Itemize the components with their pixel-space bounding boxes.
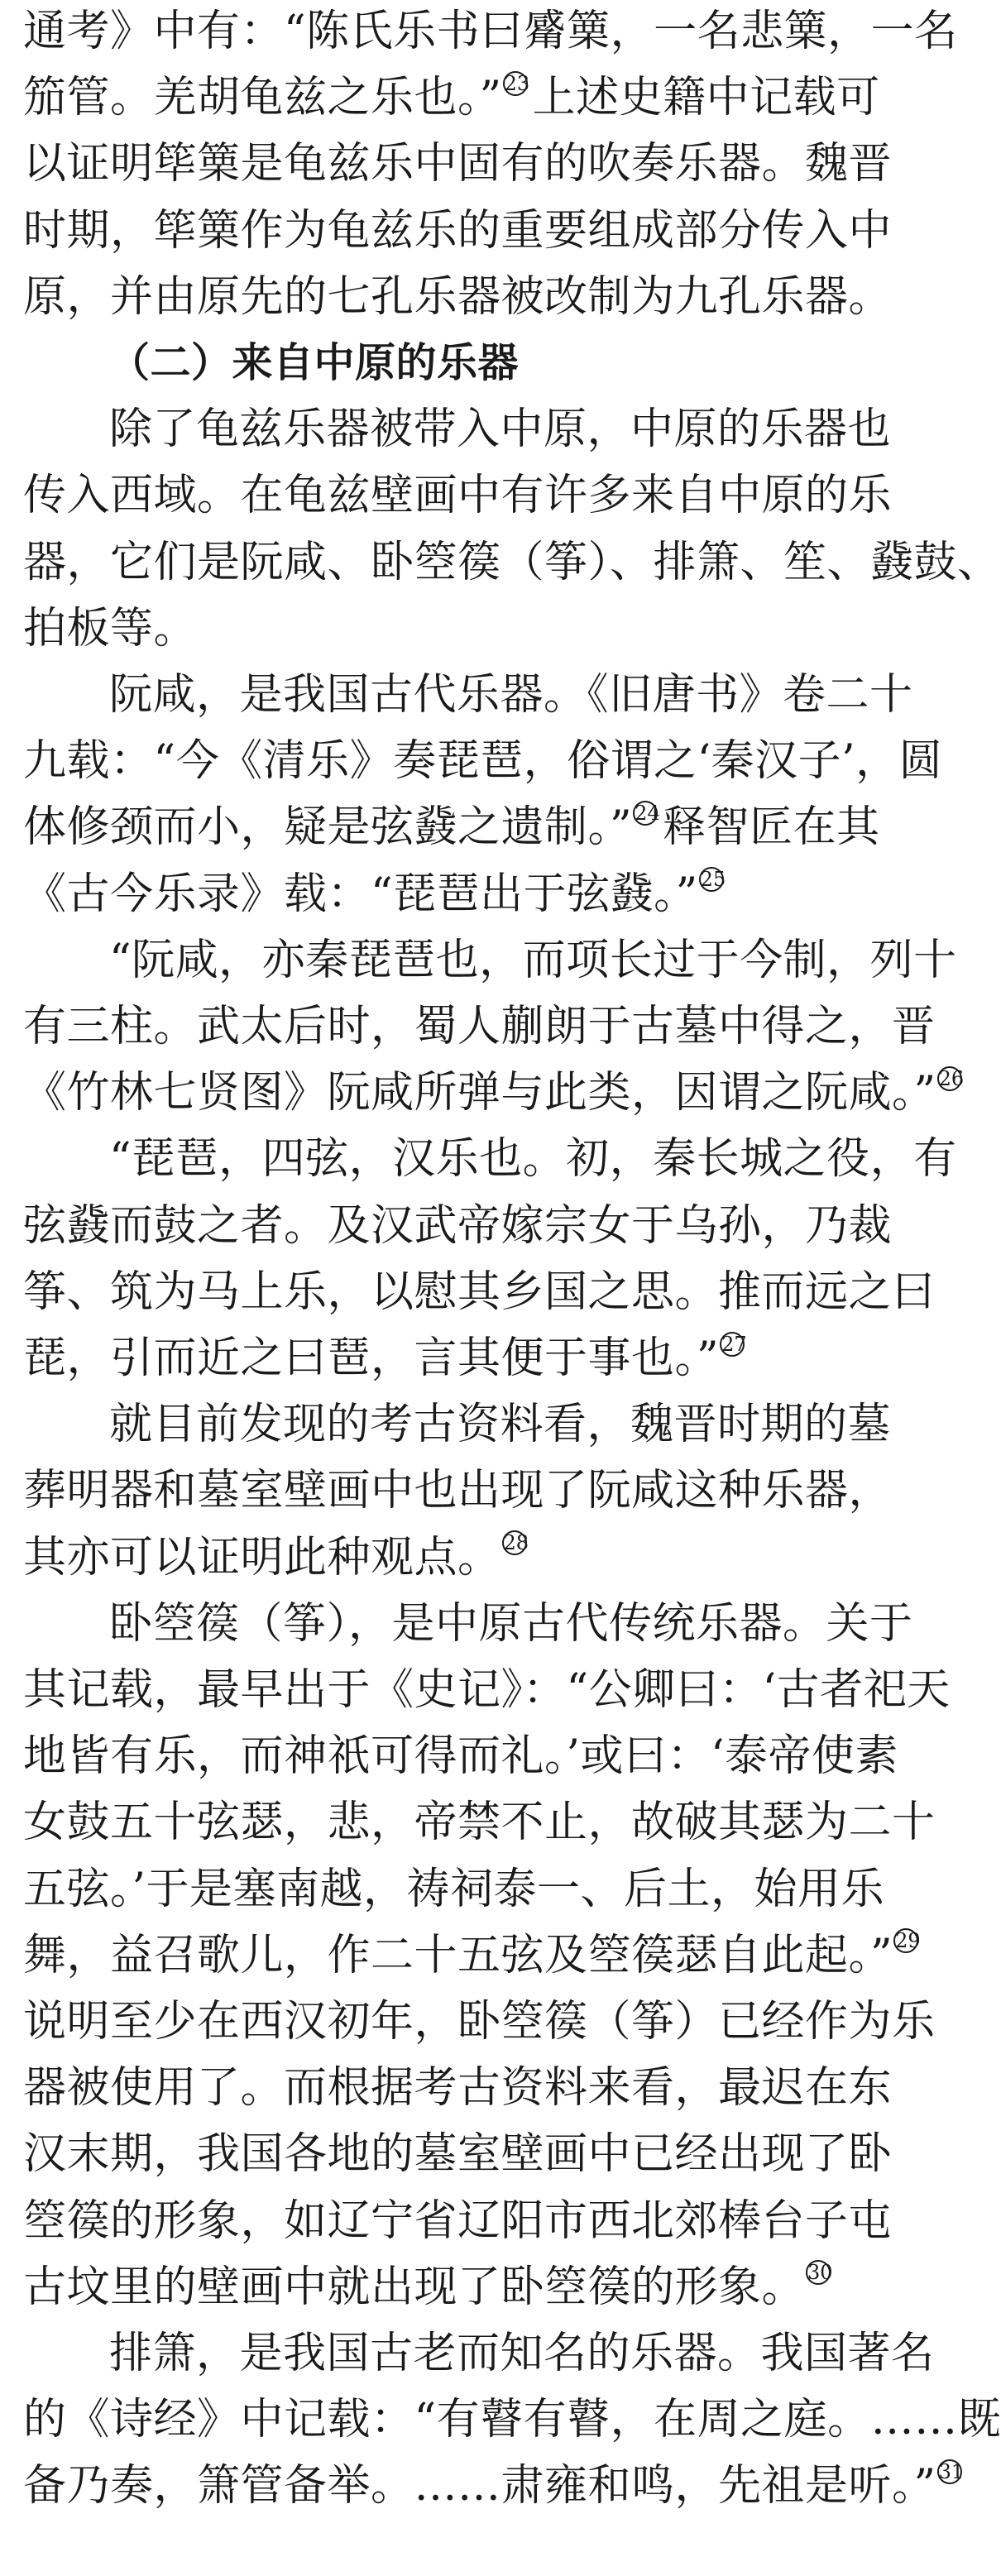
text-line xyxy=(23,1464,893,1517)
text-line xyxy=(23,469,893,522)
text-line xyxy=(23,137,893,190)
line-text: 体修颈而小，疑是弦鼗之遗制。” xyxy=(23,802,633,853)
line-text: 传入西域。在龟兹壁画中有许多来自中原的乐 xyxy=(23,471,893,521)
line-text: 阮咸，是我国古代乐器。《旧唐书》卷二十 xyxy=(109,670,913,720)
text-line xyxy=(23,403,892,456)
footnote-marker[interactable]: 24 xyxy=(635,802,660,826)
line-text: 筝、筑为马上乐，以慰其乡国之思。推而远之曰 xyxy=(23,1266,936,1317)
text-line xyxy=(23,204,893,257)
text-line xyxy=(23,1597,913,1650)
line-text: 琵，引而近之曰琶，言其便于事也。” xyxy=(23,1333,720,1383)
line-text-continued: 释智匠在其 xyxy=(663,802,880,853)
footnote-marker[interactable]: 29 xyxy=(895,1929,921,1953)
line-text: 以证明筚篥是龟兹乐中固有的吹奏乐器。魏晋 xyxy=(23,139,893,189)
line-text: 地皆有乐，而神祇可得而礼。’或曰：‘泰帝使素 xyxy=(23,1731,899,1782)
text-line xyxy=(23,1796,936,1849)
line-text: 五弦。’于是塞南越，祷祠泰一、后土，始用乐 xyxy=(23,1864,885,1914)
line-text: 古坟里的壁画中就出现了卧箜篌的形象。 xyxy=(23,2262,806,2312)
line-text: 《竹林七贤图》阮咸所弹与此类，因谓之阮咸。” xyxy=(23,1068,936,1118)
text-line xyxy=(23,1730,899,1783)
footnote-marker[interactable]: 28 xyxy=(503,1531,529,1555)
footnote-marker[interactable]: 23 xyxy=(504,71,530,95)
text-line xyxy=(23,2061,893,2114)
text-line xyxy=(23,271,893,323)
text-line xyxy=(23,536,1001,589)
line-text: 弦鼗而鼓之者。及汉武帝嫁宗女于乌孙，乃裁 xyxy=(23,1200,893,1251)
text-line xyxy=(23,1332,884,1385)
text-line xyxy=(23,1995,936,2048)
line-text: （二）来自中原的乐器 xyxy=(109,339,520,386)
text-line xyxy=(23,1066,965,1119)
text-line xyxy=(23,1929,921,1982)
text-line xyxy=(23,2327,935,2380)
text-line xyxy=(23,2459,965,2512)
footnote-marker[interactable]: 27 xyxy=(721,1332,747,1356)
text-line xyxy=(23,2261,884,2314)
footnote-marker[interactable]: 25 xyxy=(700,868,726,892)
text-line xyxy=(23,1398,892,1451)
text-line xyxy=(23,2393,1001,2446)
line-text: 拍板等。 xyxy=(23,603,198,654)
footnote-marker[interactable]: 31 xyxy=(938,2460,965,2484)
text-line xyxy=(23,668,913,721)
line-text: 卧箜篌（筝），是中原古代传统乐器。关于 xyxy=(109,1598,913,1649)
line-text: 《古今乐录》载：“琵琶出于弦鼗。” xyxy=(23,869,698,919)
line-text: 除了龟兹乐器被带入中原，中原的乐器也 xyxy=(109,405,892,455)
line-text: 的《诗经》中记载：“有瞽有瞽，在周之庭。……既 xyxy=(23,2395,1001,2445)
line-text: 舞，益召歌儿，作二十五弦及箜篌瑟自此起。” xyxy=(23,1930,893,1980)
text-line xyxy=(23,5,958,58)
line-text: 时期，筚篥作为龟兹乐的重要组成部分传入中 xyxy=(23,205,893,256)
footnote-marker[interactable]: 30 xyxy=(807,2261,833,2285)
line-text: 箜篌的形象，如辽宁省辽阳市西北郊棒台子屯 xyxy=(23,2195,893,2246)
line-text: 有三柱。武太后时，蜀人蒯朗于古墓中得之，晋 xyxy=(23,1002,936,1051)
line-text: 就目前发现的考古资料看，魏晋时期的墓 xyxy=(109,1400,892,1450)
line-text: 葬明器和墓室壁画中也出现了阮咸这种乐器， xyxy=(23,1466,893,1516)
text-line xyxy=(23,1132,957,1185)
line-text: 笳管。羌胡龟兹之乐也。” xyxy=(23,73,502,123)
text-line xyxy=(23,2128,893,2181)
text-line xyxy=(23,2195,893,2248)
section-heading xyxy=(23,337,884,390)
line-text: 说明至少在西汉初年，卧箜篌（筝）已经作为乐 xyxy=(23,1997,936,2047)
text-line xyxy=(23,1266,936,1319)
text-line xyxy=(23,71,884,124)
line-text: 其记载，最早出于《史记》：“公卿曰：‘古者祀天 xyxy=(23,1665,951,1715)
line-text: 通考》中有：“陈氏乐书曰觱篥，一名悲篥，一名 xyxy=(23,7,958,56)
line-text: 备乃奏，箫管备举。……肃雍和鸣，先祖是听。” xyxy=(23,2461,936,2511)
line-text: 汉末期，我国各地的墓室壁画中已经出现了卧 xyxy=(23,2129,893,2180)
line-text: 女鼓五十弦瑟，悲，帝禁不止，故破其瑟为二十 xyxy=(23,1798,936,1848)
text-line xyxy=(23,1000,936,1053)
line-text: 器，它们是阮咸、卧箜篌（筝）、排箫、笙、鼗鼓、 xyxy=(23,537,1001,587)
line-text-continued: 上述史籍中记载可 xyxy=(532,73,880,123)
text-line xyxy=(23,1863,884,1916)
line-text: 器被使用了。而根据考古资料来看，最迟在东 xyxy=(23,2063,893,2114)
line-text: 原，并由原先的七孔乐器被改制为九孔乐器。 xyxy=(23,271,893,322)
text-line xyxy=(23,602,884,655)
line-text: “琵琶，四弦，汉乐也。初，秦长城之役，有 xyxy=(109,1134,957,1185)
text-line xyxy=(23,868,884,921)
text-line xyxy=(23,1664,951,1717)
text-line xyxy=(23,801,884,854)
text-line xyxy=(23,934,957,987)
text-line xyxy=(23,1199,893,1252)
line-text: “阮咸，亦秦琵琶也，而项长过于今制，列十 xyxy=(109,935,957,985)
line-text: 排箫，是我国古老而知名的乐器。我国著名 xyxy=(109,2329,935,2378)
line-text: 其亦可以证明此种观点。 xyxy=(23,1532,501,1582)
text-line xyxy=(23,735,943,788)
text-line xyxy=(23,1531,884,1584)
line-text: 九载：“今《清乐》奏琵琶，俗谓之‘秦汉子’，圆 xyxy=(23,736,943,787)
footnote-marker[interactable]: 26 xyxy=(938,1066,965,1090)
